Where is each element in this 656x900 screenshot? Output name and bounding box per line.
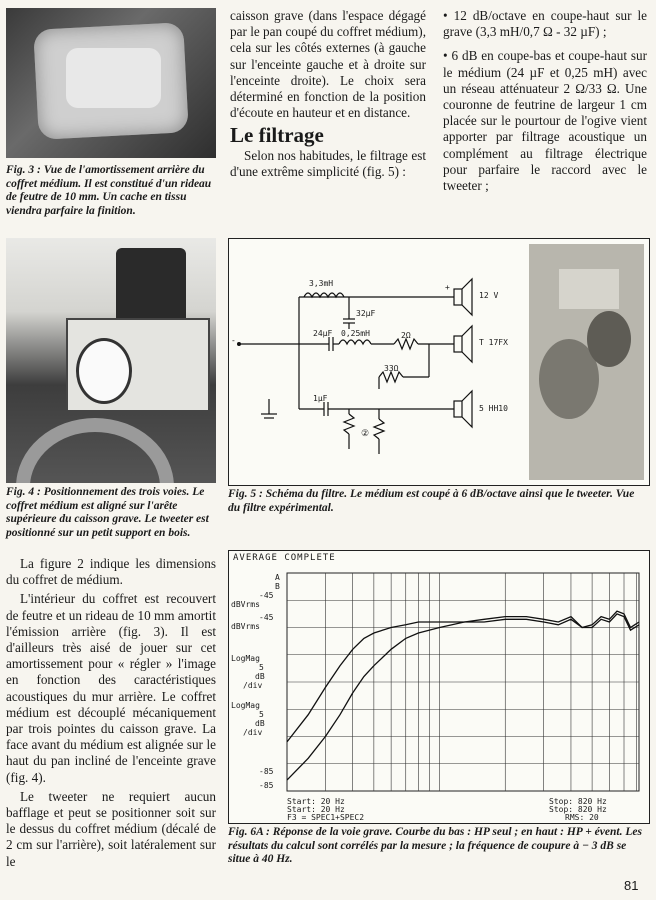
- label-top-b: -45: [259, 613, 274, 622]
- fig5-panel: [228, 238, 650, 486]
- paragraph: L'intérieur du coffret est recouvert de feutre et un rideau de 10 mm amortit l'émission arrière (fig. 3). Il est d'ailleurs très aisé de jouer sur cet amortissement pour « régler » l'image en fonction des caractéristiques acoustiques du mur arrière. Le coffret médium est découplé mécaniquement par trois pointes du caisson grave. La face avant du médium est alignée sur le haut du pan incliné de l'enceinte grave (fig. 4).: [6, 591, 216, 785]
- footer-stop-a: Stop: 820 Hz: [549, 797, 607, 806]
- woofer-ring-shape: [16, 418, 174, 483]
- paragraph: Selon nos habitudes, le filtrage est d'une extrême simplicité (fig. 5) :: [230, 147, 426, 179]
- label-driver-2: T 17FX: [479, 338, 508, 347]
- label-c1: 32µF: [356, 309, 376, 318]
- column-3-text: [443, 8, 647, 194]
- label-unit-a: dBVrms: [231, 600, 260, 609]
- list-item: • 6 dB en coupe-bas et coupe-haut sur le médium (24 µF et 0,25 mH) avec un réseau atténuateur 2 Ω/33 Ω. Une couronne de feutrine de largeur 1 cm placée sur le pourtour de l'ogive vient apporter par filtrage acoustique un complément au filtrage électrique pour parfaire le raccord avec le tweeter ;: [443, 48, 647, 194]
- page-number: 81: [624, 878, 639, 893]
- label-l2: 0,25mH: [341, 329, 370, 338]
- label-driver-1: 12 V: [479, 291, 499, 300]
- label-minus: -: [231, 336, 236, 345]
- column-2-text: [230, 8, 426, 183]
- section-heading: Le filtrage: [230, 123, 324, 148]
- label-bottom-a: -85: [259, 767, 274, 776]
- label-a: A: [275, 573, 280, 582]
- label-b: B: [275, 582, 280, 591]
- label-logmag-b: LogMag: [231, 701, 260, 710]
- fig6-chart-panel: [228, 550, 650, 824]
- label-pot: ②: [361, 429, 370, 439]
- fig3-photo: [6, 8, 216, 158]
- series-line-b: [287, 614, 639, 780]
- response-chart-svg: [229, 551, 649, 823]
- medium-port-shape: [76, 338, 132, 404]
- label-div-a2: dB: [255, 672, 265, 681]
- label-c2: 24µF: [313, 329, 333, 338]
- label-r2: 33Ω: [384, 364, 399, 373]
- label-l1: 3,3mH: [309, 279, 334, 288]
- footer-f3: F3 = SPEC1+SPEC2: [287, 813, 365, 822]
- label-r1: 2Ω: [401, 331, 411, 340]
- label-div-a3: /div: [243, 681, 263, 690]
- footer-stop-b: Stop: 820 Hz: [549, 805, 607, 814]
- fig3-caption: Fig. 3 : Vue de l'amortissement arrière du coffret médium. Il est constitué d'un rideau de feutre de 10 mm. Un cache en tissu viendra parfaire la finition.: [6, 164, 212, 217]
- footer-start-b: Start: 20 Hz: [287, 805, 345, 814]
- fig6-caption: Fig. 6A : Réponse de la voie grave. Courbe du bas : HP seul ; en haut : HP + évent. Les résultats du calcul sont corrélés par la mesure ; la fréquence de coupure à − 3 dB se situe à 40 Hz.: [228, 826, 642, 865]
- fig4-caption: Fig. 4 : Positionnement des trois voies. Le coffret médium est aligné sur l'arête supérieure du caisson grave. Le tweeter est positionné sur un petit support en bois.: [6, 486, 209, 539]
- filter-schematic: [229, 239, 649, 485]
- label-unit-b: dBVrms: [231, 622, 260, 631]
- column-1-text: [6, 556, 216, 873]
- label-top-a: -45: [259, 591, 274, 600]
- series-line-a: [287, 611, 639, 742]
- label-plus: +: [445, 283, 450, 292]
- chart-title: AVERAGE COMPLETE: [233, 553, 336, 563]
- label-div-b1: 5: [259, 710, 264, 719]
- tweeter-shape: [116, 248, 186, 328]
- list-item: • 12 dB/octave en coupe-haut sur le grave (3,3 mH/0,7 Ω - 32 µF) ;: [443, 8, 647, 40]
- label-div-b2: dB: [255, 719, 265, 728]
- label-div-b3: /div: [243, 728, 263, 737]
- label-div-a1: 5: [259, 663, 264, 672]
- label-driver-3: 5 HH10: [479, 404, 508, 413]
- paragraph: La figure 2 indique les dimensions du coffret de médium.: [6, 556, 216, 588]
- paragraph: caisson grave (dans l'espace dégagé par le pan coupé du coffret médium), cela sur les côtés externes (à gauche sur l'enceinte gauche et à droite sur l'enceinte droite). Le choix sera déterminé en fonction de la position d'écoute en hauteur et en distance.: [230, 8, 426, 121]
- footer-rms: RMS: 20: [565, 813, 599, 822]
- fig4-photo: [6, 238, 216, 483]
- footer-start-a: Start: 20 Hz: [287, 797, 345, 806]
- fig5-caption: Fig. 5 : Schéma du filtre. Le médium est coupé à 6 dB/octave ainsi que le tweeter. Vue du filtre expérimental.: [228, 488, 635, 514]
- label-bottom-b: -85: [259, 781, 274, 790]
- felt-inner-shape: [66, 48, 161, 108]
- label-c3: 1µF: [313, 394, 328, 403]
- label-logmag-a: LogMag: [231, 654, 260, 663]
- paragraph: Le tweeter ne requiert aucun bafflage et peut se positionner soit sur le dessus du coffret médium (décalé de 2 cm sur l'arrière), soit latéralement sur le: [6, 788, 216, 869]
